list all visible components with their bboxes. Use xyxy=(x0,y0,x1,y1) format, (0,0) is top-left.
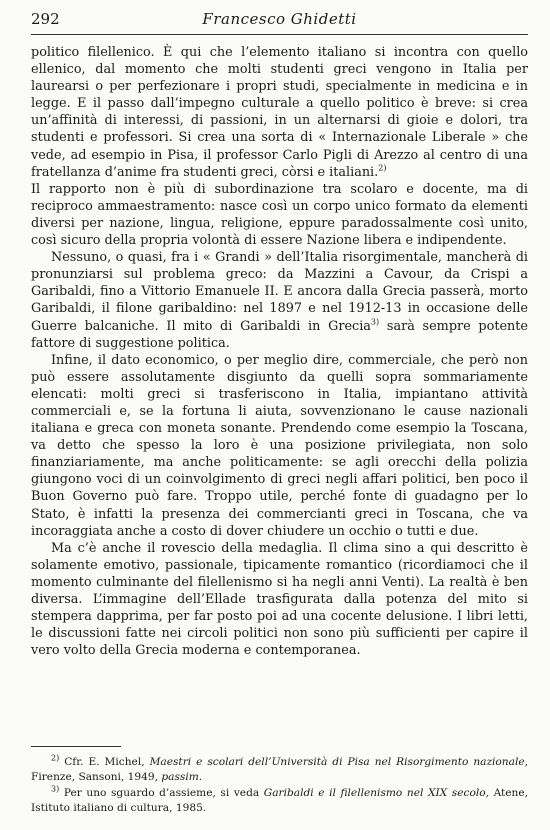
paragraph-text: Il rapporto non è più di subordinazione tra scolaro e docente, ma di reciproco ammaestramento: nasce così un corpo unico formato da elementi diversi per nazione, lingua, religione, eppure paradossalmente così unito, così sicuro della propria volontà di essere Nazione libera e indipendente. xyxy=(31,181,528,249)
paragraph xyxy=(31,352,528,540)
paragraph xyxy=(31,249,528,352)
footnote-ref: 3) xyxy=(370,317,380,327)
header-rule xyxy=(31,34,528,35)
footnote-text: Per uno sguardo d’assieme, si veda xyxy=(63,787,260,799)
footnote-text: Atene, Istituto italiano di cultura, 1985. xyxy=(31,787,529,814)
footnotes xyxy=(31,755,528,817)
paragraph-text: sarà sempre potente fattore di suggestione politica. xyxy=(31,318,528,351)
paragraph-text: politico filellenico. È qui che l’elemento italiano si incontra con quello ellenico, dal momento che molti studenti greci vengono in Italia per laurearsi o per perfezionare i propri studi, specialmente in medicina e in legge. E il passo dall’impegno culturale a quello politico è breve: si crea un’affinità di interessi, di passioni, in un alternarsi di gioie e dolori, tra studenti e professori. Si crea una sorta di « Internazionale Liberale » che vede, ad esempio in Pisa, il professor Carlo Pigli di Arezzo al centro di una fratellanza d’anime fra studenti greci, còrsi e italiani. xyxy=(31,45,528,180)
footnote-rule xyxy=(31,746,121,747)
paragraph-text: Infine, il dato economico, o per meglio dire, commerciale, che però non può essere assolutamente disgiunto da quelli sopra sommariamente elencati: molti greci si trasferiscono in Italia, impiantano attività commerciali e, se la fortuna li aiuta, sovvenzionano le cause nazionali italiana e greca con moneta sonante. Prendendo come esempio la Toscana, va detto che spesso la loro è una posizione privilegiata, non solo finanziariamente, ma anche politicamente: se agli orecchi della polizia giungono voci di un coinvolgimento di greci negli affari politici, ben poco il Buon Governo può fare. Troppo utile, perché fonte di guadagno per lo Stato, è infatti la presenza dei commercianti greci in Toscana, che va incoraggiata anche a costo di dover chiudere un occhio o tutti e due. xyxy=(31,352,528,539)
paragraph xyxy=(31,540,528,660)
paragraph xyxy=(31,44,528,181)
footnote-mark: 2) xyxy=(51,753,60,763)
footnote xyxy=(31,786,528,815)
footnote-author: Cfr. E. Michel, xyxy=(64,756,145,768)
paragraph-text: Ma c’è anche il rovescio della medaglia. Il clima sino a qui descritto è solamente emotivo, passionale, tipicamente romantico (ricordiamoci che il momento culminante del filellenismo si ha negli anni Venti). La realtà è ben diversa. L’immagine dell’Ellade trasfigurata dalla potenza del mito si stempera dapprima, per far posto poi ad una cocente delusione. I libri letti, le discussioni fatte nei circoli politici non sono più sufficienti per capire il vero volto della Grecia moderna e contemporanea. xyxy=(31,540,528,659)
running-head: Francesco Ghidetti xyxy=(202,10,357,28)
paragraph-text: Nessuno, o quasi, fra i « Grandi » dell’Italia risorgimentale, mancherà di pronunziarsi sul problema greco: da Mazzini a Cavour, da Crispi a Garibaldi, fino a Vittorio Emanuele II. E ancora dalla Grecia passerà, morto Garibaldi, il filone garibaldino: nel 1897 e nel 1912-13 in occasione delle Guerre balcaniche. Il mito di Garibaldi in Grecia xyxy=(31,250,528,334)
page-number: 292 xyxy=(31,10,60,28)
footnote xyxy=(31,755,528,784)
body-text xyxy=(31,44,528,659)
footnote-title: Garibaldi e il filellenismo nel XIX secolo, xyxy=(263,787,489,799)
page-header xyxy=(31,10,528,32)
paragraph xyxy=(31,181,528,249)
footnote-title: Maestri e scolari dell’Università di Pisa nel Risorgimento nazionale, xyxy=(149,756,528,768)
footnote-passim: passim. xyxy=(161,770,203,783)
footnote-ref: 2) xyxy=(378,163,387,173)
footnote-mark: 3) xyxy=(51,784,60,794)
footnote-text: Firenze, Sansoni, 1949, xyxy=(31,770,158,783)
